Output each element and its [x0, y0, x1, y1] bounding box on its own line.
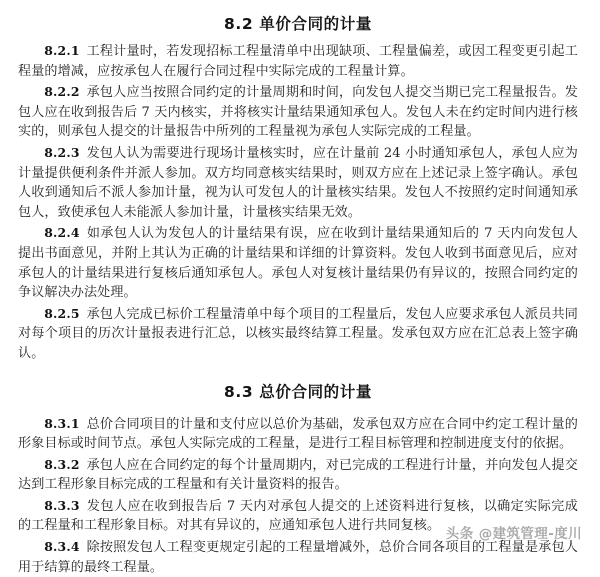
page-title: 8.2 单价合同的计量: [224, 15, 372, 33]
clause-paragraph: [18, 41, 578, 81]
clause-number: 8.2.3: [44, 144, 80, 160]
clause-paragraph: [18, 537, 578, 577]
clause-text: 总价合同项目的计量和支付应以总价为基础，发承包双方应在合同中约定工程计量的形象目标或时间节点。承包人实际完成的工程量，是进行工程目标管理和控制进度支付的依据。: [18, 416, 578, 452]
clause-number: 8.3.1: [44, 415, 80, 431]
clause-text: 承包人应在合同约定的每个计量周期内，对已完成的工程进行计量，并向发包人提交达到工程形象目标完成的工程量和有关计量资料的报告。: [18, 457, 578, 493]
clause-number: 8.2.2: [44, 84, 80, 100]
clause-paragraph: [18, 82, 578, 142]
clause-number: 8.2.4: [44, 225, 80, 241]
clause-text: 如承包人认为发包人的计量结果有误，应在收到计量结果通知后的 7 天内向发包人提出书面意见，并附上其认为正确的计量结果和详细的计算资料。发包人收到书面意见后，应对承包人的计量结果进行复核后通知承包人。承包人对复核计量结果仍有异议的，按照合同约定的争议解决办法处理。: [18, 226, 578, 301]
clause-number: 8.2.1: [44, 43, 80, 58]
clause-text: 发包人应在收到报告后 7 天内对承包人提交的上述资料进行复核，以确定实际完成的工程量和工程形象目标。对其有异议的，应通知承包人进行共同复核。: [18, 498, 578, 534]
clause-number: 8.3.3: [44, 497, 80, 513]
clause-number: 8.3.2: [44, 456, 80, 472]
clause-text: 发包人认为需要进行现场计量核实时，应在计量前 24 小时通知承包人，承包人应为计量提供便利条件并派人参加。双方均同意核实结果时，则双方应在上述记录上签字确认。承包人收到通知后不派人参加计量，视为认可发包人的计量核实结果。发包人不按照约定时间通知承包人，致使承包人未能派人参加计量，计量核实结果无效。: [18, 145, 578, 220]
clause-paragraph: [18, 223, 578, 302]
clause-number: 8.3.4: [44, 539, 80, 555]
clause-paragraph: [18, 414, 578, 454]
watermark: 头条 @建筑管理-度川: [445, 526, 582, 542]
clause-text: 承包人完成已标价工程量清单中每个项目的工程量后，发包人应要求承包人派员共同对每个项目的历次计量报表进行汇总，以核实最终结算工程量。发承包双方应在汇总表上签字确认。: [18, 306, 578, 361]
clause-text: 工程计量时，若发现招标工程量清单中出现缺项、工程量偏差，或因工程变更引起工程量的增减，应按承包人在履行合同过程中实际完成的工程量计算。: [18, 44, 578, 79]
clause-text: 除按照发包人工程变更规定引起的工程量增减外，总价合同各项目的工程量是承包人用于结算的最终工程量。: [18, 540, 578, 575]
clause-paragraph: [18, 304, 578, 364]
clause-text: 承包人应当按照合同约定的计量周期和时间，向发包人提交当期已完工程量报告。发包人应在收到报告后 7 天内核实，并将核实计量结果通知承包人。发包人未在约定时间内进行核实的，则承包人提交的计量报告中所列的工程量视为承包人实际完成的工程量。: [18, 85, 578, 140]
clause-paragraph: [18, 455, 578, 495]
clause-paragraph: [18, 143, 578, 222]
section-heading-8-3: 8.3 总价合同的计量: [224, 382, 372, 401]
clause-number: 8.2.5: [44, 305, 80, 321]
